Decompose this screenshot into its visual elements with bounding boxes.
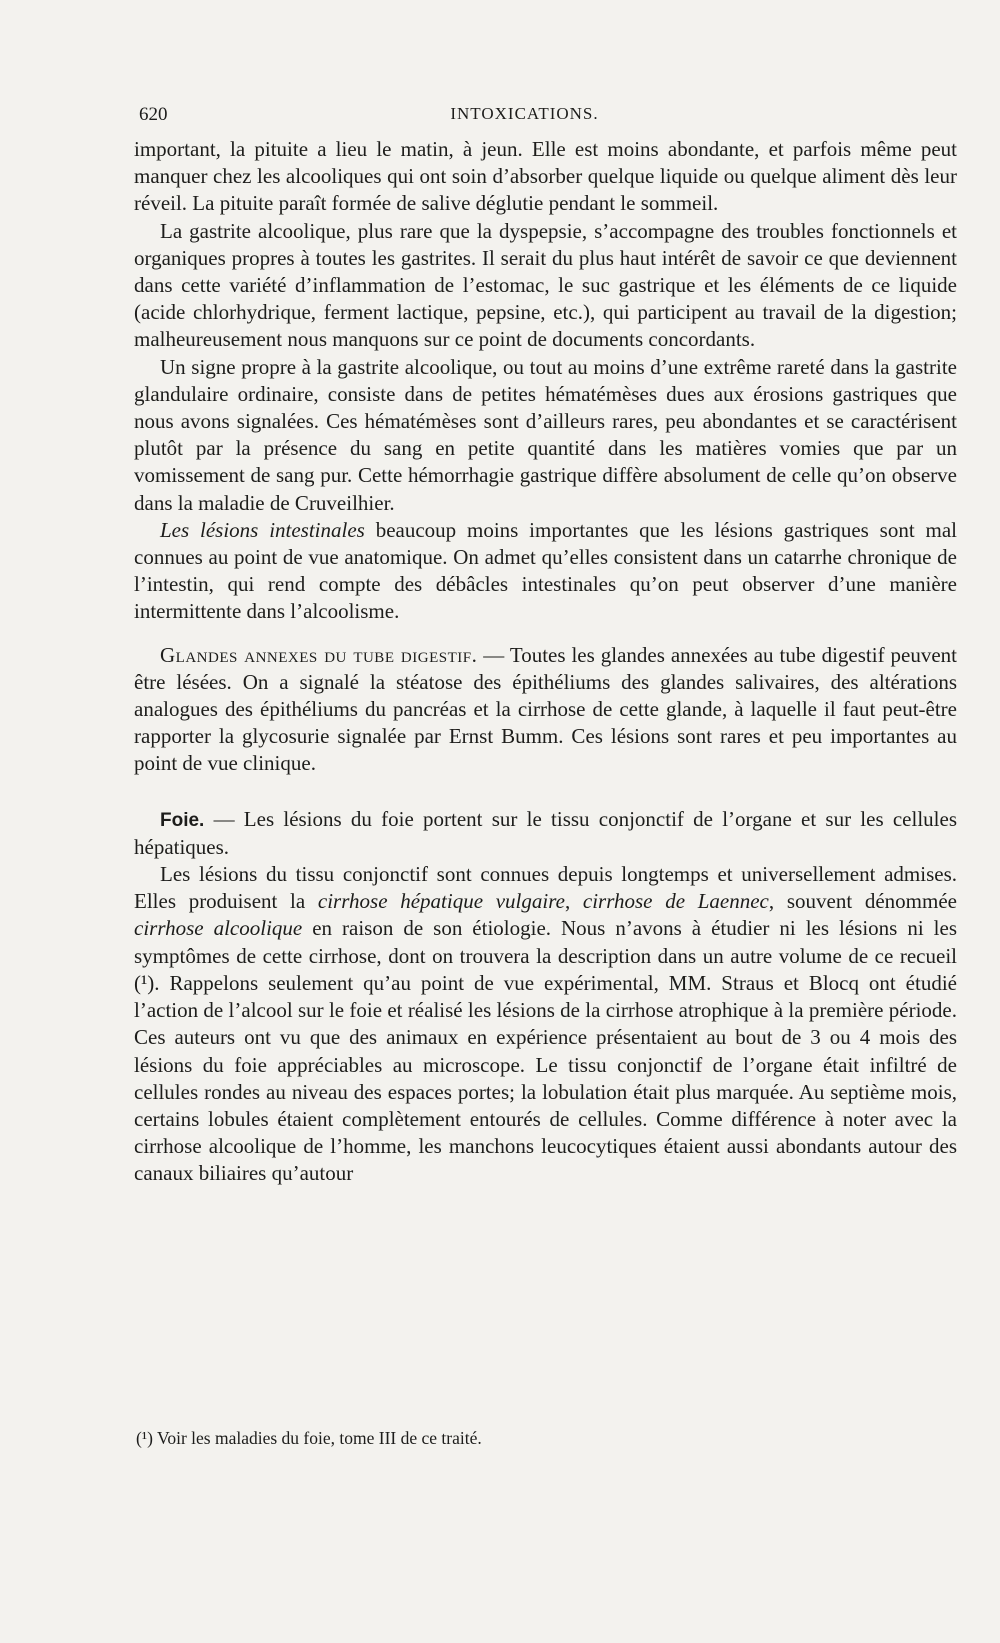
intestinal-text: beaucoup moins importantes que les lésions gastriques sont mal connues au point de vue anatomique. On admet qu’elles consistent dans un catarrhe chronique de l’intestin, qui rend compte des débâcles intestinales qu’on peut observer d’une manière intermittente dans l’alcoolisme. (134, 517, 958, 624)
paragraph-cirrhose (134, 861, 957, 1187)
cirrhose-italic-2: cirrhose de Laennec (582, 889, 769, 914)
paragraph-pituite: important, la pituite a lieu le matin, à jeun. Elle est moins abondante, et parfois même peut manquer chez les alcooliques qui ont soin d’absorber quelque liquide ou quelque aliment dès leur réveil. La pituite paraît formée de salive déglutie pendant le sommeil. (134, 137, 957, 216)
footnote-reference: (¹) (134, 970, 155, 995)
cirrhose-italic-1: cirrhose hépatique vulgaire (317, 889, 565, 914)
page-body (134, 136, 957, 1188)
foie-text: — Les lésions du foie portent sur le tissu conjonctif de l’organe et sur les cellules hépatiques. (134, 806, 957, 859)
page-header (139, 104, 910, 134)
cirrhose-text-3: , souvent dénommée (768, 889, 957, 914)
paragraph-glandes (134, 642, 957, 778)
cirrhose-italic-3: cirrhose alcoolique (134, 916, 303, 941)
section-heading-glandes: Glandes annexes du tube digestif. (160, 642, 478, 667)
paragraph-hematemeses: Un signe propre à la gastrite alcoolique, ou tout au moins d’une extrême rareté dans la gastrite glandulaire ordinaire, consiste dans de petites hématémèses dues aux érosions gastriques que nous avons signalées. Ces hématémèses sont d’ailleurs rares, peu abondantes et se caractérisent plutôt par la présence du sang en petite quantité dans les matières vomies que par un vomissement de sang pur. Cette hémorrhagie gastrique diffère absolument de celle qu’on observe dans la maladie de Cruveilhier. (134, 354, 957, 515)
cirrhose-text-4: en raison de son étiologie. Nous n’avons à étudier ni les lésions ni les symptômes de cette cirrhose, dont on trouvera la description dans un autre volume de ce recueil (134, 916, 957, 968)
cirrhose-text-1: Les lésions du tissu conjonctif sont connues depuis longtemps et universellement admises. Elles produisent la (134, 862, 957, 914)
paragraph-intestinal (134, 517, 957, 626)
footnote: (¹) Voir les maladies du foie, tome III de ce traité. (136, 1428, 482, 1448)
footnote-separator (134, 1406, 957, 1407)
cirrhose-text-2: , (564, 889, 583, 914)
cirrhose-text-5: . Rappelons seulement qu’au point de vue expérimental, MM. Straus et Blocq ont étudié l’action de l’alcool sur le foie et réalisé les lésions de la cirrhose atrophique à la première période. Ces auteurs ont vu que des animaux en expérience présentaient au bout de 3 ou 4 mois des lésions du foie appréciables au microscope. Le tissu conjonctif de l’organe était infiltré de cellules rondes au niveau des espaces portes; la lobulation était plus marquée. Au septième mois, certains lobules étaient complètement entourés de cellules. Comme différence à noter avec la cirrhose alcoolique de l’homme, les manchons leucocytiques étaient aussi abondants autour des canaux biliaires qu’autour (134, 970, 957, 1186)
running-head: INTOXICATIONS. (450, 104, 599, 123)
section-heading-foie: Foie. (160, 809, 205, 831)
paragraph-foie (134, 806, 957, 861)
page-number: 620 (139, 104, 168, 125)
paragraph-gastrite: La gastrite alcoolique, plus rare que la dyspepsie, s’accompagne des troubles fonctionnels et organiques propres à toutes les gastrites. Il serait du plus haut intérêt de savoir ce que deviennent dans cette variété d’inflammation de l’estomac, le suc gastrique et les éléments de ce liquide (acide chlorhydrique, ferment lactique, pepsine, etc.), qui participent au travail de la digestion; malheureusement nous manquons sur ce point de documents concordants. (134, 218, 957, 352)
glandes-text: — Toutes les glandes annexées au tube digestif peuvent être lésées. On a signalé la stéatose des épithéliums des glandes salivaires, des altérations analogues des épithéliums du pancréas et la cirrhose de cette glande, à laquelle il faut peut-être rapporter la glycosurie signalée par Ernst Bumm. Ces lésions sont rares et peu importantes au point de vue clinique. (134, 642, 957, 776)
intestinal-lead: Les lésions intestinales (160, 517, 365, 542)
